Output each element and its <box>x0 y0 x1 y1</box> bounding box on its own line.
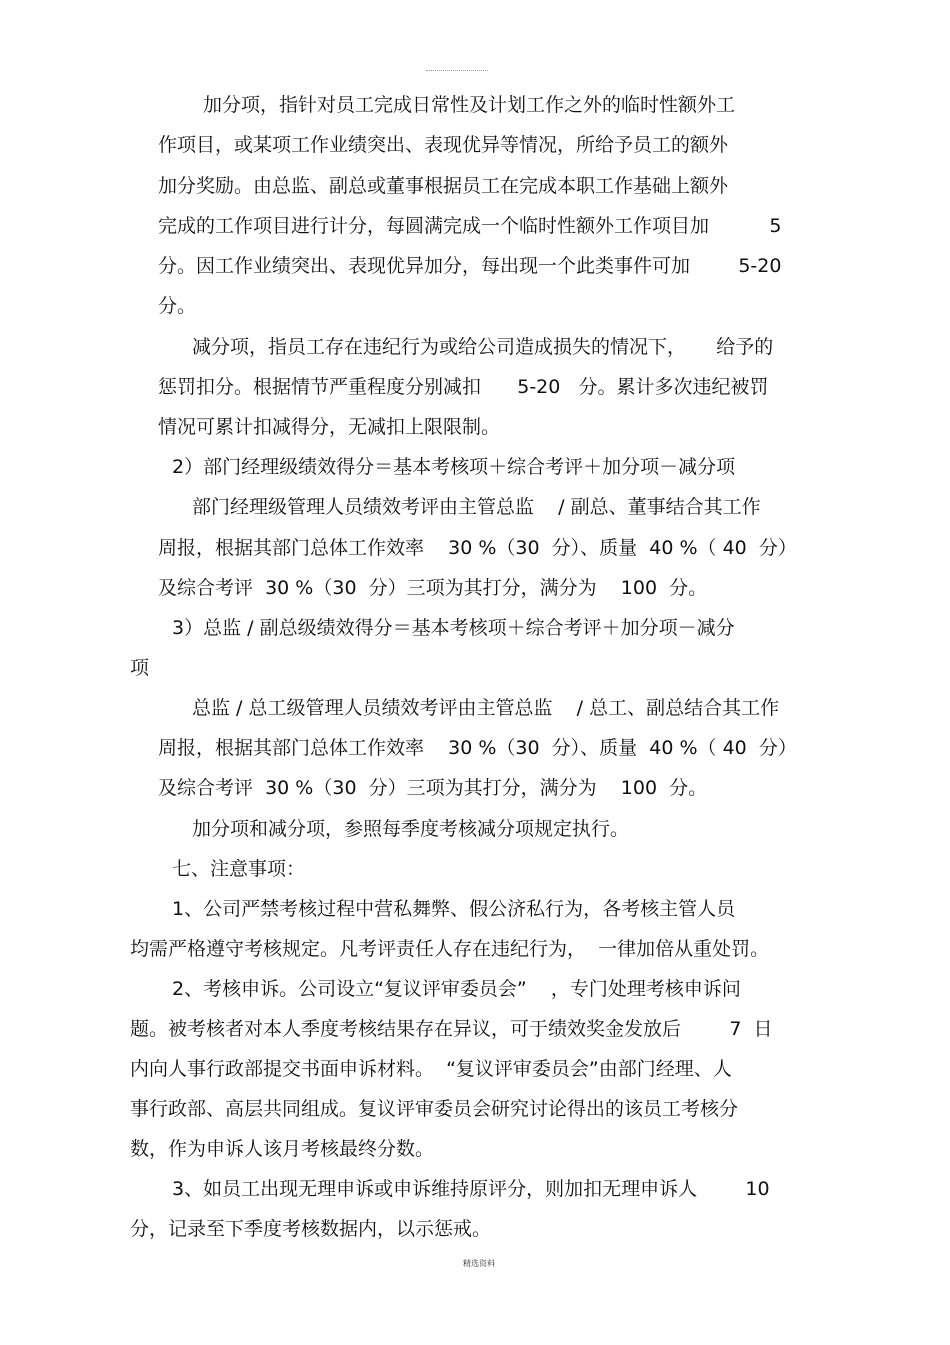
text-line: 及综合考评 30 %（30 分）三项为其打分，满分为 100 分。 <box>158 577 708 599</box>
text-line: 情况可累计扣减得分，无减扣上限限制。 <box>158 416 501 438</box>
text-line: 2、考核申诉。公司设立“复议评审委员会” ，专门处理考核申诉问 <box>172 978 741 1000</box>
text-line: 周报，根据其部门总体工作效率 30 %（30 分）、质量 40 %（ 40 分） <box>158 537 797 559</box>
text-line: 数，作为申诉人该月考核最终分数。 <box>130 1138 435 1160</box>
text-line: 及综合考评 30 %（30 分）三项为其打分，满分为 100 分。 <box>158 777 708 799</box>
text-line: 1、公司严禁考核过程中营私舞弊、假公济私行为，各考核主管人员 <box>172 898 736 920</box>
text-line: 2）部门经理级绩效得分＝基本考核项＋综合考评＋加分项－减分项 <box>172 456 736 478</box>
text-line: 内向人事行政部提交书面申诉材料。 “复议评审委员会”由部门经理、人 <box>130 1058 732 1080</box>
text-line: 题。被考核者对本人季度考核结果存在异议，可于绩效奖金发放后 7 日 <box>130 1018 773 1040</box>
text-line: 完成的工作项目进行计分，每圆满完成一个临时性额外工作项目加 5 <box>158 215 782 237</box>
text-line: 分，记录至下季度考核数据内，以示惩戒。 <box>130 1218 492 1240</box>
text-line: 分。 <box>158 295 197 317</box>
text-line: 加分项，指针对员工完成日常性及计划工作之外的临时性额外工 <box>203 94 736 116</box>
text-line: 均需严格遵守考核规定。凡考评责任人存在违纪行为， 一律加倍从重处罚。 <box>130 938 770 960</box>
text-line: 周报，根据其部门总体工作效率 30 %（30 分）、质量 40 %（ 40 分） <box>158 737 797 759</box>
text-line: 事行政部、高层共同组成。复议评审委员会研究讨论得出的该员工考核分 <box>130 1098 739 1120</box>
text-line: 分。因工作业绩突出、表现优异加分，每出现一个此类事件可加 5-20 <box>158 255 782 277</box>
text-line: 惩罚扣分。根据情节严重程度分别减扣 5-20 分。累计多次违纪被罚 <box>158 376 769 398</box>
header-rule <box>426 70 488 71</box>
text-line: 项 <box>130 657 150 679</box>
text-line: 加分项和减分项，参照每季度考核减分项规定执行。 <box>192 818 630 840</box>
page-footer: 精选资料 <box>463 1259 495 1268</box>
text-line: 3、如员工出现无理申诉或申诉维持原评分，则加扣无理申诉人 10 <box>172 1178 770 1200</box>
text-line: 总监 / 总工级管理人员绩效考评由主管总监 / 总工、副总结合其工作 <box>192 697 780 719</box>
text-line: 减分项，指员工存在违纪行为或给公司造成损失的情况下， 给予的 <box>192 336 774 358</box>
text-line: 作项目，或某项工作业绩突出、表现优异等情况，所给予员工的额外 <box>158 134 729 156</box>
text-line: 部门经理级管理人员绩效考评由主管总监 / 副总、董事结合其工作 <box>192 496 761 518</box>
text-line: 3）总监 / 副总级绩效得分＝基本考核项＋综合考评＋加分项－减分 <box>172 617 735 639</box>
text-line: 加分奖励。由总监、副总或董事根据员工在完成本职工作基础上额外 <box>158 175 729 197</box>
section-heading: 七、注意事项： <box>172 858 306 880</box>
